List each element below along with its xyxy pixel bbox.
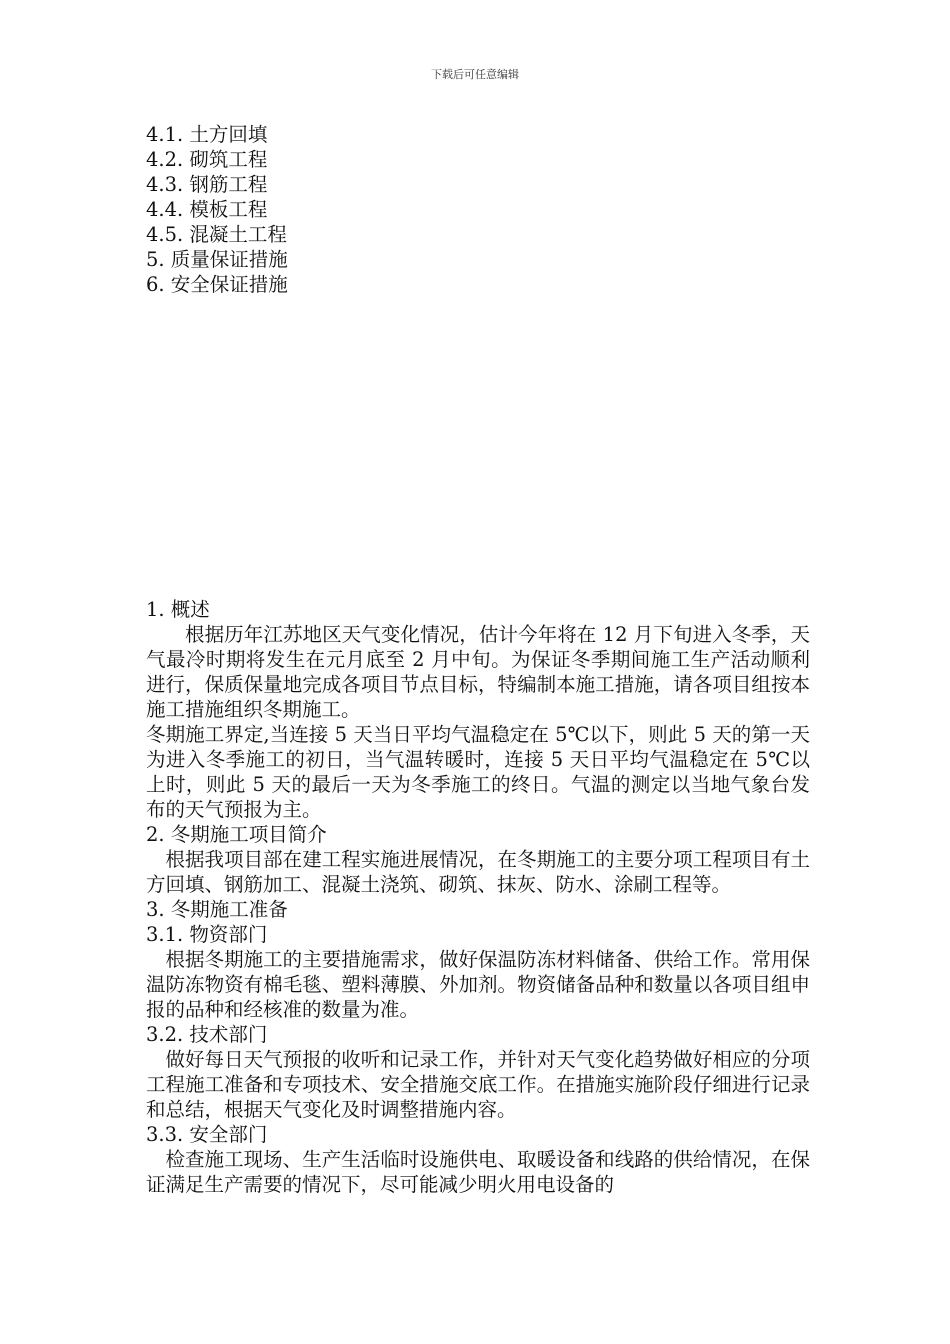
section-1-title: 1. 概述 [146, 598, 210, 621]
section-3-1-paragraph-1: 根据冬期施工的主要措施需求，做好保温防冻材料储备、供给工作。常用保温防冻物资有棉毛毯、塑料薄膜、外加剂。物资储备品种和数量以各项目组申报的品种和经核准的数量为准。 [146, 948, 810, 1021]
toc-item-4-5: 4.5. 混凝土工程 [146, 223, 287, 246]
section-1-paragraph-1: 根据历年江苏地区天气变化情况，估计今年将在 12 月下旬进入冬季，天气最冷时期将发生在元月底至 2 月中旬。为保证冬季期间施工生产活动顺利进行，保质保量地完成各项目节点目标，特编制本施工措施，请各项目组按本施工措施组织冬期施工。 [146, 623, 810, 721]
toc-item-5: 5. 质量保证措施 [146, 248, 288, 271]
section-2-title: 2. 冬期施工项目简介 [146, 823, 327, 846]
toc-item-4-3: 4.3. 钢筋工程 [146, 173, 268, 196]
table-of-contents [146, 122, 810, 297]
document-body [146, 597, 810, 1197]
toc-item-4-4: 4.4. 模板工程 [146, 198, 268, 221]
toc-item-4-1: 4.1. 土方回填 [146, 123, 268, 146]
section-3-2-title: 3.2. 技术部门 [146, 1023, 268, 1046]
header-note: 下载后可任意编辑 [431, 68, 519, 81]
toc-item-4-2: 4.2. 砌筑工程 [146, 148, 268, 171]
section-3-title: 3. 冬期施工准备 [146, 898, 288, 921]
section-3-2-paragraph-1: 做好每日天气预报的收听和记录工作，并针对天气变化趋势做好相应的分项工程施工准备和专项技术、安全措施交底工作。在措施实施阶段仔细进行记录和总结，根据天气变化及时调整措施内容。 [146, 1048, 810, 1121]
section-3-3-title: 3.3. 安全部门 [146, 1123, 268, 1146]
section-3-1-title: 3.1. 物资部门 [146, 923, 268, 946]
section-2-paragraph-1: 根据我项目部在建工程实施进展情况，在冬期施工的主要分项工程项目有土方回填、钢筋加工、混凝土浇筑、砌筑、抹灰、防水、涂刷工程等。 [146, 848, 810, 896]
toc-item-6: 6. 安全保证措施 [146, 273, 288, 296]
section-1-paragraph-2: 冬期施工界定,当连接 5 天当日平均气温稳定在 5℃以下，则此 5 天的第一天为进入冬季施工的初日，当气温转暖时，连接 5 天日平均气温稳定在 5℃以上时，则此 5 天的最后一天为冬季施工的终日。气温的测定以当地气象台发布的天气预报为主。 [146, 723, 810, 821]
section-3-3-paragraph-1: 检查施工现场、生产生活临时设施供电、取暖设备和线路的供给情况，在保证满足生产需要的情况下，尽可能减少明火用电设备的 [146, 1148, 810, 1196]
